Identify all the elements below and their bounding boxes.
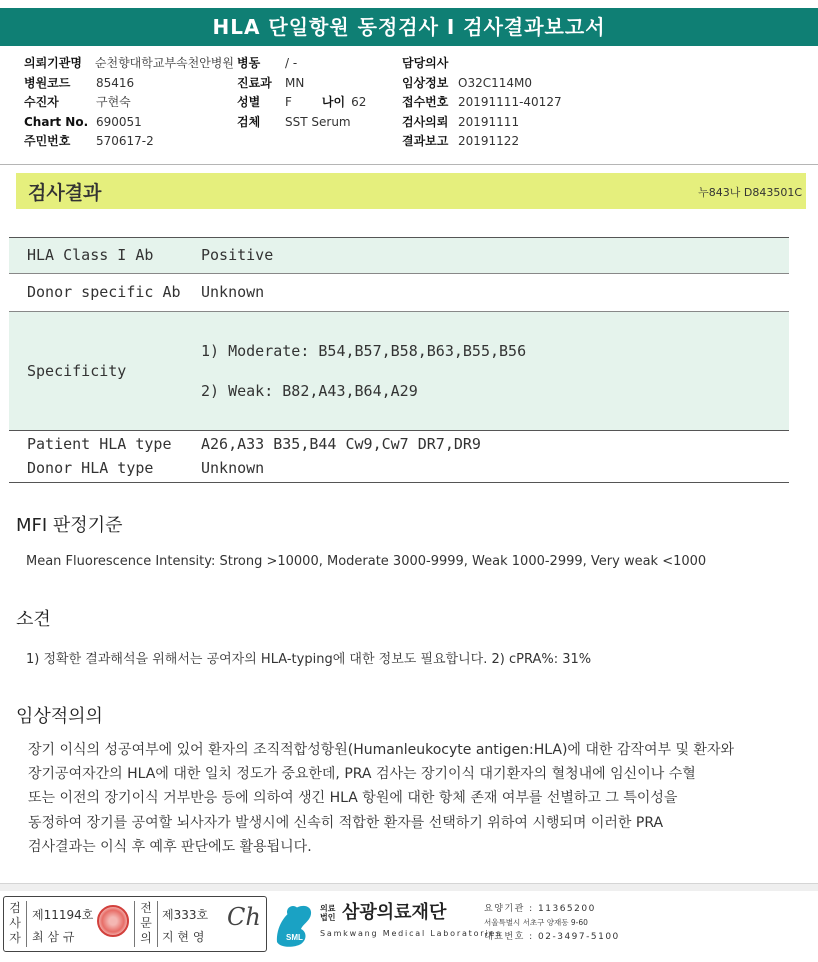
info-label: Chart No. [24, 114, 89, 129]
org-contact [484, 902, 620, 944]
info-label: 성별 [237, 95, 261, 109]
result-table [9, 237, 789, 483]
info-value: / - [285, 56, 298, 70]
patient-info-mid [237, 54, 397, 132]
clinical-line: 동정하여 장기를 공여할 뇌사자가 발생시에 신속히 적합한 환자를 선택하기 위하여 시행되며 이러한 PRA [28, 814, 664, 831]
specialist-label: 전 문 의 [140, 901, 152, 945]
findings-heading: 소견 [16, 609, 51, 630]
info-value: 20191111 [458, 114, 520, 129]
info-row-patient [24, 93, 234, 113]
info-row-resident-no [24, 132, 234, 152]
clinical-line: 검사결과는 이식 후 예후 판단에도 활용됩니다. [28, 838, 312, 855]
row-label: HLA Class I Ab [27, 246, 154, 264]
info-row-institution [24, 54, 234, 74]
row-label: Patient HLA type [27, 435, 172, 453]
info-value: 62 [351, 95, 367, 109]
info-label: 병원코드 [24, 75, 71, 90]
org-name: 삼광의료재단 [342, 902, 447, 923]
info-row-doctor [402, 54, 662, 74]
test-code: 누843나 D843501C [698, 186, 802, 199]
specialist-license: 제333호 [162, 908, 209, 922]
info-row-specimen [237, 113, 397, 133]
info-value: 570617-2 [96, 134, 154, 148]
row-value: Positive [201, 246, 274, 264]
clinical-line: 장기공여자간의 HLA에 대한 일치 정도가 중요한데, PRA 검사는 장기이식 대기환자의 혈청내에 임신이나 수혈 [28, 766, 696, 783]
divider [157, 901, 158, 947]
row-value: Unknown [201, 459, 265, 477]
sml-logo-icon [270, 898, 318, 950]
org-type-line1: 의료 [320, 904, 336, 913]
org-address: 서울특별시 서초구 양재동 9-60 [484, 918, 588, 927]
org-type-line2: 법인 [320, 913, 336, 922]
info-label: 수진자 [24, 95, 59, 109]
info-label: 병동 [237, 56, 261, 70]
inspector-name: 최 삼 규 [32, 930, 75, 944]
info-label: 주민번호 [24, 134, 71, 148]
info-value: MN [285, 75, 305, 90]
logo-text: SML [286, 933, 303, 942]
info-value: F [285, 95, 292, 109]
info-label: 검체 [237, 114, 261, 129]
info-row-chart-no [24, 113, 234, 133]
signature-image: Ch [227, 903, 261, 931]
info-value: 순천향대학교부속천안병원 [94, 56, 234, 70]
info-label: 결과보고 [402, 134, 449, 148]
clinical-line: 장기 이식의 성공여부에 있어 환자의 조직적합성항원(Humanleukocyte antigen:HLA)에 대한 감작여부 및 환자와 [28, 742, 734, 758]
org-type [320, 904, 335, 922]
row-label: Donor specific Ab [27, 283, 181, 301]
report-title: HLA 단일항원 동정검사 I 검사결과보고서 [0, 8, 818, 46]
patient-info-right [402, 54, 662, 152]
row-label: Specificity [27, 362, 127, 380]
info-row-report-date [402, 132, 662, 152]
seal-stamp-icon [97, 905, 129, 937]
info-label: 의뢰기관명 [24, 56, 82, 70]
info-value: 20191122 [458, 134, 520, 148]
mfi-text: Mean Fluorescence Intensity: Strong >10000, Moderate 3000-9999, Weak 1000-2999, Very weak <1000 [26, 554, 707, 569]
mfi-heading: MFI 판정기준 [16, 515, 123, 536]
result-section-title: 검사결과 [28, 182, 102, 204]
info-row-sex [237, 93, 397, 113]
info-label: 임상정보 [402, 75, 449, 90]
info-label: 검사의뢰 [402, 114, 449, 129]
org-english-name: Samkwang Medical Laboratories [320, 929, 503, 938]
info-row-receipt-no [402, 93, 662, 113]
institution-code: 요양기관 : 11365200 [484, 904, 596, 914]
patient-info-left [24, 54, 234, 152]
specialist-name: 지 현 영 [162, 930, 205, 944]
divider [26, 901, 27, 947]
info-row-clinical-info [402, 74, 662, 94]
info-row-ward [237, 54, 397, 74]
info-value: 구현숙 [96, 95, 131, 109]
inspector-license: 제11194호 [32, 908, 94, 922]
info-row-request-date [402, 113, 662, 133]
info-value: 85416 [96, 75, 135, 90]
info-value: SST Serum [285, 114, 351, 129]
signature-box [3, 896, 267, 952]
table-row-donor-specific [9, 274, 789, 311]
findings-text: 1) 정확한 결과해석을 위해서는 공여자의 HLA-typing에 대한 정보도 필요합니다. 2) cPRA%: 31% [26, 652, 592, 667]
info-label: 담당의사 [402, 56, 449, 70]
divider [134, 901, 135, 947]
age-field [322, 93, 366, 113]
header-divider [0, 164, 818, 165]
org-phone: 대표번호 : 02-3497-5100 [484, 932, 620, 942]
row-value: A26,A33 B35,B44 Cw9,Cw7 DR7,DR9 [201, 435, 481, 453]
info-row-hospital-code [24, 74, 234, 94]
info-value: 690051 [96, 114, 142, 129]
specificity-moderate: 1) Moderate: B54,B57,B58,B63,B55,B56 [201, 342, 527, 360]
info-value: 20191111-40127 [458, 95, 562, 109]
info-label: 접수번호 [402, 95, 449, 109]
table-row-hla-types [9, 431, 789, 483]
row-value: Unknown [201, 283, 265, 301]
specificity-weak: 2) Weak: B82,A43,B64,A29 [201, 382, 418, 400]
clinical-heading: 임상적의의 [16, 706, 103, 727]
info-label: 나이 [321, 95, 346, 109]
footer-divider [0, 883, 818, 891]
inspector-label: 검 사 자 [9, 901, 21, 945]
row-label: Donor HLA type [27, 459, 154, 477]
clinical-text [28, 738, 734, 859]
result-section-header [16, 173, 806, 209]
clinical-line: 또는 이전의 장기이식 거부반응 등에 의하여 생긴 HLA 항원에 대한 항체 존재 여부를 선별하고 그 특이성을 [28, 790, 678, 807]
info-label: 진료과 [237, 75, 272, 90]
table-row-specificity [9, 311, 789, 431]
info-value: O32C114M0 [458, 75, 532, 90]
table-row-class1 [9, 237, 789, 274]
info-row-department [237, 74, 397, 94]
